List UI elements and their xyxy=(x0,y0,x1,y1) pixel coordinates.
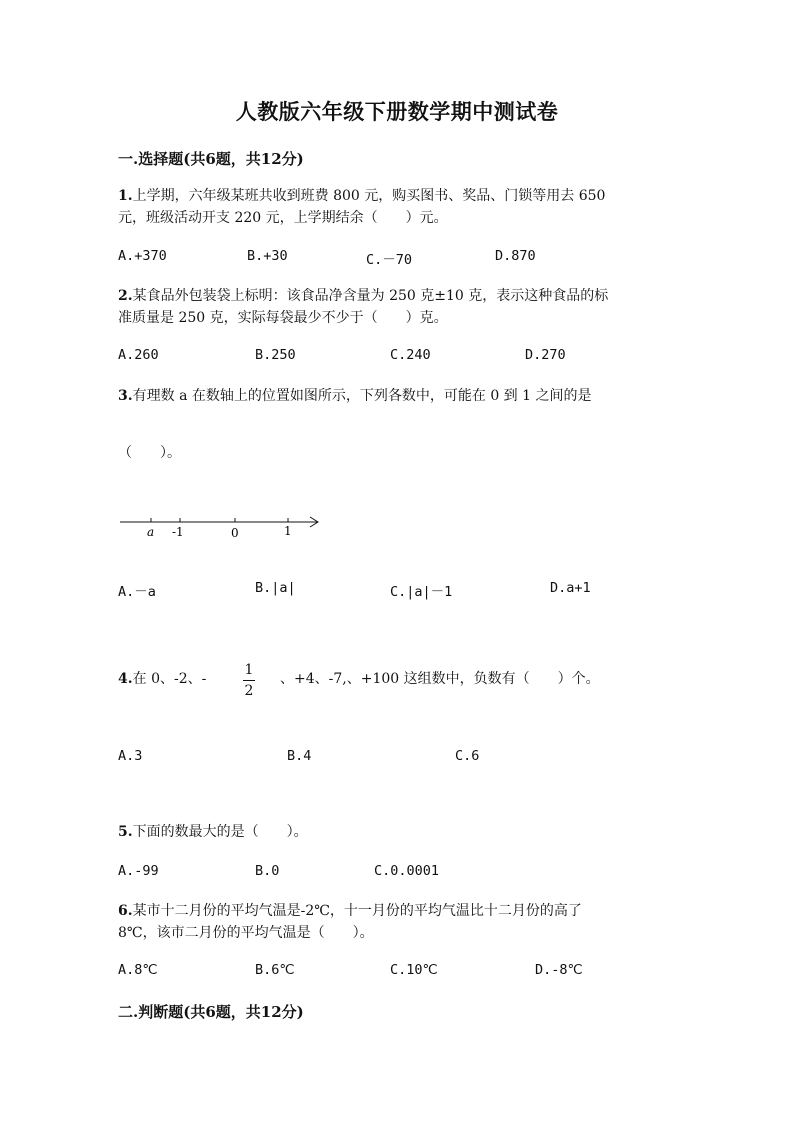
question-1-text: 上学期，六年级某班共收到班费 800 元，购买图书、奖品、门锁等用去 650 xyxy=(132,188,606,204)
question-3-option-c[interactable]: C.|a|－1 xyxy=(390,584,453,600)
question-4-option-c[interactable]: C.6 xyxy=(455,748,480,764)
axis-label-a: a xyxy=(147,525,155,539)
question-2-text: 某食品外包装袋上标明：该食品净含量为 250 克±10 克，表示这种食品的标 xyxy=(132,288,609,304)
question-6-option-a[interactable]: A.8℃ xyxy=(118,962,158,978)
axis-label-minus-1: -1 xyxy=(172,525,184,539)
question-4-option-a[interactable]: A.3 xyxy=(118,748,143,764)
question-5-text: 下面的数最大的是（ ）。 xyxy=(132,824,308,840)
question-4-option-b[interactable]: B.4 xyxy=(287,748,312,764)
question-2-line-1 xyxy=(118,285,608,307)
question-4-number: 4. xyxy=(118,671,133,687)
question-3-line-1 xyxy=(118,385,592,407)
question-4-text-before: 在 0、-2、- xyxy=(132,671,207,687)
question-2-option-a[interactable]: A.260 xyxy=(118,347,159,363)
question-3-option-d[interactable]: D.a+1 xyxy=(550,580,591,596)
question-6-option-b[interactable]: B.6℃ xyxy=(255,962,295,978)
section-heading-judgement: 二.判断题(共6题，共12分) xyxy=(118,1003,304,1021)
fraction-denominator: 2 xyxy=(244,683,254,699)
question-6-option-c[interactable]: C.10℃ xyxy=(390,962,438,978)
question-6-option-d[interactable]: D.-8℃ xyxy=(535,962,583,978)
question-6-text: 某市十二月份的平均气温是-2℃，十一月份的平均气温比十二月份的高了 xyxy=(132,903,582,919)
question-1-option-a[interactable]: A.+370 xyxy=(118,248,167,264)
question-1-line-2: 元，班级活动开支 220 元，上学期结余（ ）元。 xyxy=(118,210,448,226)
question-6-line-1 xyxy=(118,900,582,922)
fraction-bar xyxy=(243,680,255,681)
question-2-line-2: 准质量是 250 克，实际每袋最少不少于（ ）克。 xyxy=(118,310,448,326)
question-1-line-1 xyxy=(118,185,605,207)
fraction-one-half xyxy=(243,662,255,699)
question-4-prefix xyxy=(118,668,206,690)
section-heading-choice: 一.选择题(共6题，共12分) xyxy=(118,150,304,168)
question-5-option-a[interactable]: A.-99 xyxy=(118,863,159,879)
question-2-number: 2. xyxy=(118,288,133,304)
question-5-option-c[interactable]: C.0.0001 xyxy=(374,863,440,879)
question-2-option-c[interactable]: C.240 xyxy=(390,347,431,363)
question-3-option-a[interactable]: A.－a xyxy=(118,584,156,600)
question-6-line-2: 8℃，该市二月份的平均气温是（ ）。 xyxy=(118,925,374,941)
question-1-number: 1. xyxy=(118,188,133,204)
question-6-number: 6. xyxy=(118,903,133,919)
question-1-option-c[interactable]: C.－70 xyxy=(366,252,413,268)
question-5-line-1 xyxy=(118,821,308,843)
question-3-option-b[interactable]: B.|a| xyxy=(255,580,296,596)
axis-label-0: 0 xyxy=(231,526,239,540)
fraction-numerator: 1 xyxy=(244,662,254,678)
question-5-option-b[interactable]: B.0 xyxy=(255,863,280,879)
number-line-figure xyxy=(115,508,325,544)
page-title: 人教版六年级下册数学期中测试卷 xyxy=(235,99,559,124)
question-3-number: 3. xyxy=(118,388,133,404)
question-1-option-b[interactable]: B.+30 xyxy=(247,248,288,264)
question-2-option-d[interactable]: D.270 xyxy=(525,347,566,363)
question-5-number: 5. xyxy=(118,824,133,840)
question-3-line-2: （ ）。 xyxy=(118,445,181,461)
question-2-option-b[interactable]: B.250 xyxy=(255,347,296,363)
question-4-text-after: 、+4、-7,、+100 这组数中，负数有（ ）个。 xyxy=(280,671,600,687)
question-1-option-d[interactable]: D.870 xyxy=(495,248,536,264)
axis-label-1: 1 xyxy=(284,524,292,538)
question-3-text: 有理数 a 在数轴上的位置如图所示，下列各数中，可能在 0 到 1 之间的是 xyxy=(132,388,592,404)
